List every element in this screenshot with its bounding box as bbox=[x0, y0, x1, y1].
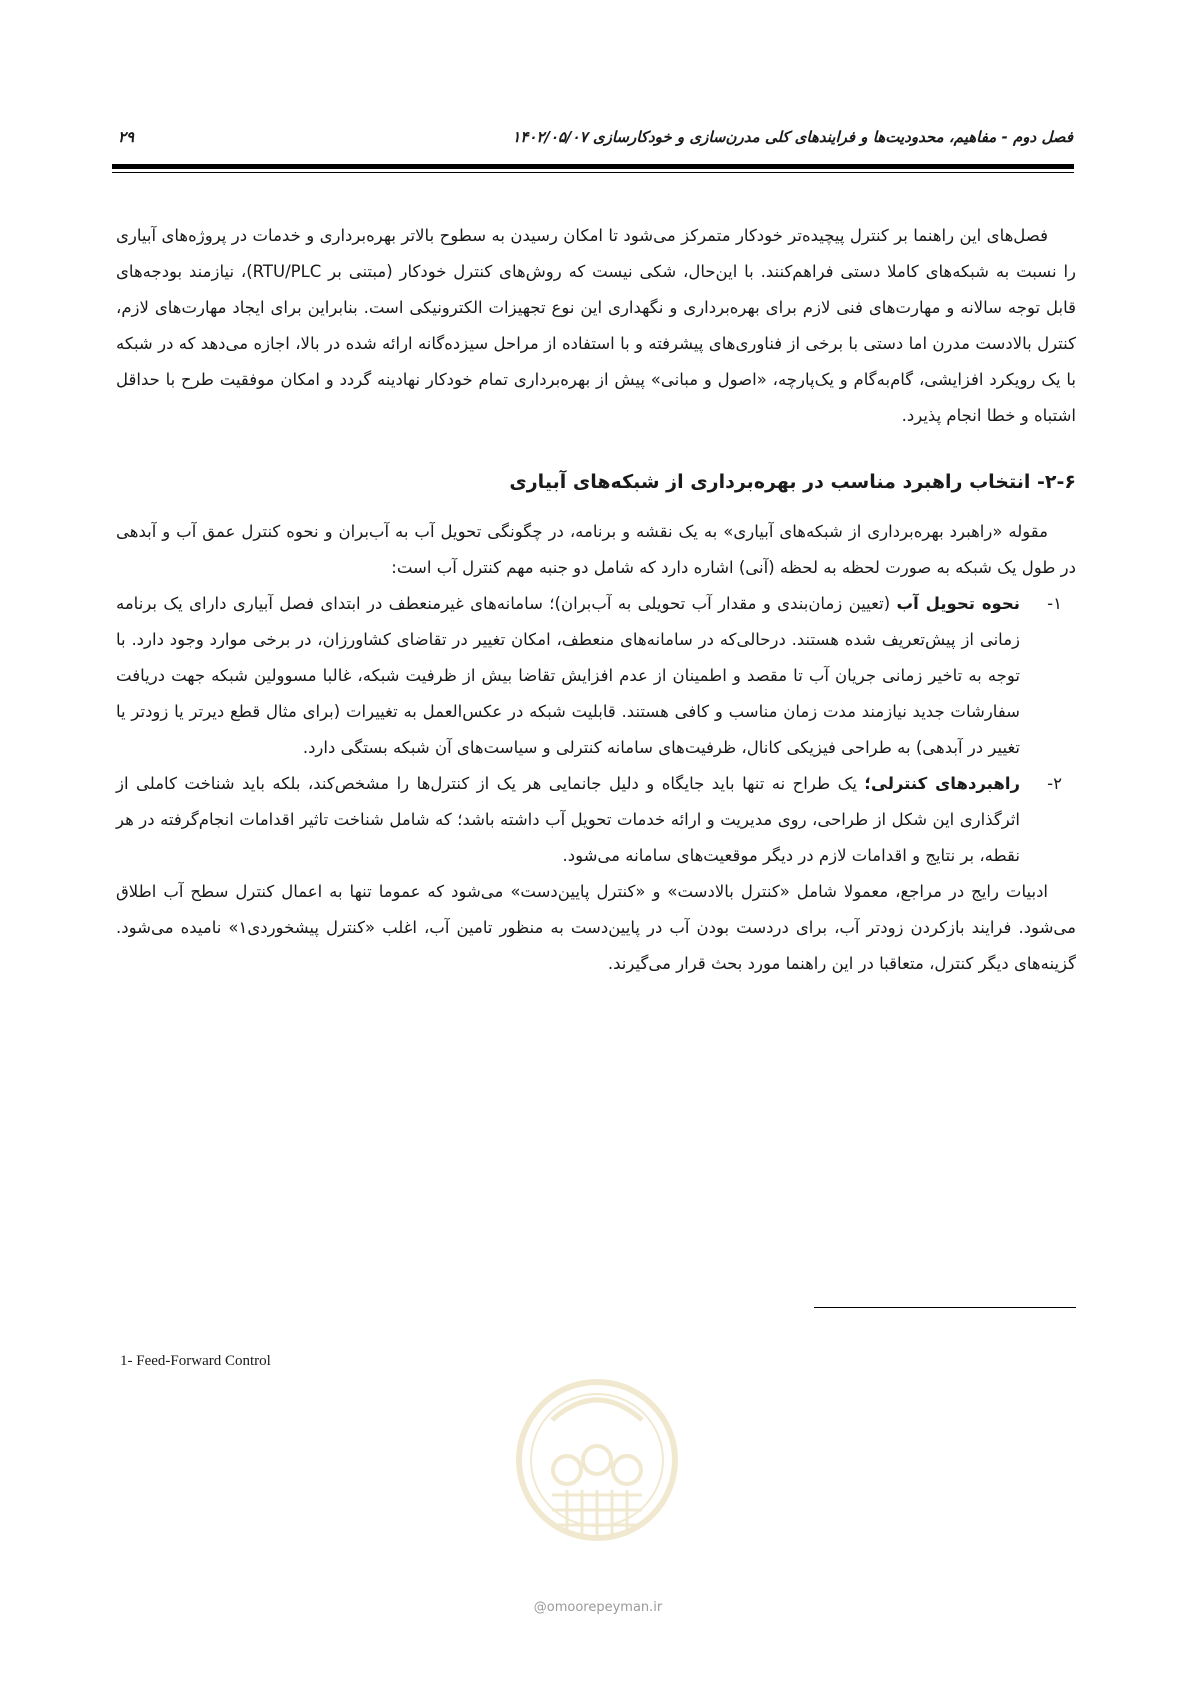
footnote: 1- Feed-Forward Control bbox=[120, 1353, 271, 1369]
watermark-logo-icon bbox=[512, 1360, 682, 1620]
page-number: ۲۹ bbox=[118, 128, 135, 146]
document-body bbox=[116, 218, 1076, 982]
list-number: ۲- bbox=[1047, 774, 1062, 793]
chapter-title: فصل دوم - مفاهیم، محدودیت‌ها و فرایندهای کلی مدرن‌سازی و خودکارسازی ۱۴۰۲/۰۵/۰۷ bbox=[512, 128, 1073, 146]
list-number: ۱- bbox=[1047, 594, 1062, 613]
section-heading: ۲-۶- انتخاب راهبرد مناسب در بهره‌برداری از شبکه‌های آبیاری bbox=[509, 471, 1076, 493]
list-term: راهبردهای کنترلی؛ bbox=[864, 774, 1021, 793]
page-header bbox=[118, 128, 1073, 156]
footnote-rule bbox=[814, 1307, 1076, 1308]
paragraph-strategy: مقوله «راهبرد بهره‌برداری از شبکه‌های آبیاری» به یک نقشه و برنامه، در چگونگی تحویل آب به آب‌بران و نحوه کنترل عمق آب و آبدهی در طول یک شبکه به صورت لحظه به لحظه (آنی) اشاره دارد که شامل دو جنبه مهم کنترل آب است: bbox=[116, 522, 1076, 577]
list-text: (تعیین زمان‌بندی و مقدار آب تحویلی به آب‌بران)؛ سامانه‌های غیرمنعطف در ابتدای فصل آبیاری دارای یک برنامه زمانی از پیش‌تعریف شده هستند. درحالی‌که در سامانه‌های منعطف، امکان تغییر در تقاضای کشاورزان، در برخی موارد وجود دارد. با توجه به تاخیر زمانی جریان آب تا مقصد و اطمینان از عدم افزایش تقاضا بیش از ظرفیت شبکه، غالبا مسوولین شبکه جهت دریافت سفارشات جدید نیازمند مدت زمان مناسب و کافی هستند. قابلیت شبکه در عکس‌العمل به تغییرات (برای مثال قطع دیرتر یا زودتر یا تغییر در آبدهی) به طراحی فیزیکی کانال، ظرفیت‌های سامانه کنترلی و سیاست‌های آن شبکه بستگی دارد. bbox=[116, 594, 1020, 757]
watermark-caption: @omoorepeyman.ir bbox=[533, 1600, 663, 1615]
header-rule-thin bbox=[112, 172, 1074, 173]
list-term: نحوه تحویل آب bbox=[896, 594, 1020, 613]
paragraph-literature: ادبیات رایج در مراجع، معمولا شامل «کنترل بالادست» و «کنترل پایین‌دست» می‌شود که عموما تنها به اعمال کنترل سطح آب اطلاق می‌شود. فرایند بازکردن زودتر آب، برای دردست بودن آب در پایین‌دست به منظور تامین آب، اغلب «کنترل پیشخوردی۱» نامیده می‌شود. گزینه‌های دیگر کنترل، متعاقبا در این راهنما مورد بحث قرار می‌گیرند. bbox=[116, 882, 1076, 973]
aspect-list bbox=[116, 586, 1076, 874]
paragraph-intro: فصل‌های این راهنما بر کنترل پیچیده‌تر خودکار متمرکز می‌شود تا امکان رسیدن به سطوح بالاتر بهره‌برداری و خدمات در پروژه‌های آبیاری را نسبت به شبکه‌های کاملا دستی فراهم‌کنند. با این‌حال، شکی نیست که روش‌های کنترل خودکار (مبتنی بر RTU/PLC)، نیازمند بودجه‌های قابل توجه سالانه و مهارت‌های فنی لازم برای بهره‌برداری و نگهداری این نوع تجهیزات الکترونیکی است. بنابراین برای ایجاد مهارت‌های لازم، کنترل بالادست مدرن اما دستی با برخی از فناوری‌های پیشرفته و با استفاده از مراحل سیزده‌گانه ارائه شده در بالا، اجازه می‌دهد که در شبکه با یک رویکرد افزایشی، گام‌به‌گام و یک‌پارچه، «اصول و مبانی» پیش از بهره‌برداری تمام خودکار نهادینه گردد و امکان موفقیت طرح با حداقل اشتباه و خطا انجام پذیرد. bbox=[116, 226, 1076, 425]
list-text: یک طراح نه تنها باید جایگاه و دلیل جانمایی هر یک از کنترل‌ها را مشخص‌کند، بلکه باید شناخت کاملی از اثرگذاری این شکل از طراحی، روی مدیریت و ارائه خدمات تحویل آب داشته باشد؛ که شامل شناخت تاثیر اقدامات انجام‌گرفته در هر نقطه، بر نتایج و اقدامات لازم در دیگر موقعیت‌های سامانه می‌شود. bbox=[116, 774, 1020, 865]
list-item bbox=[116, 586, 1076, 766]
header-rule bbox=[112, 164, 1074, 169]
list-item bbox=[116, 766, 1076, 874]
